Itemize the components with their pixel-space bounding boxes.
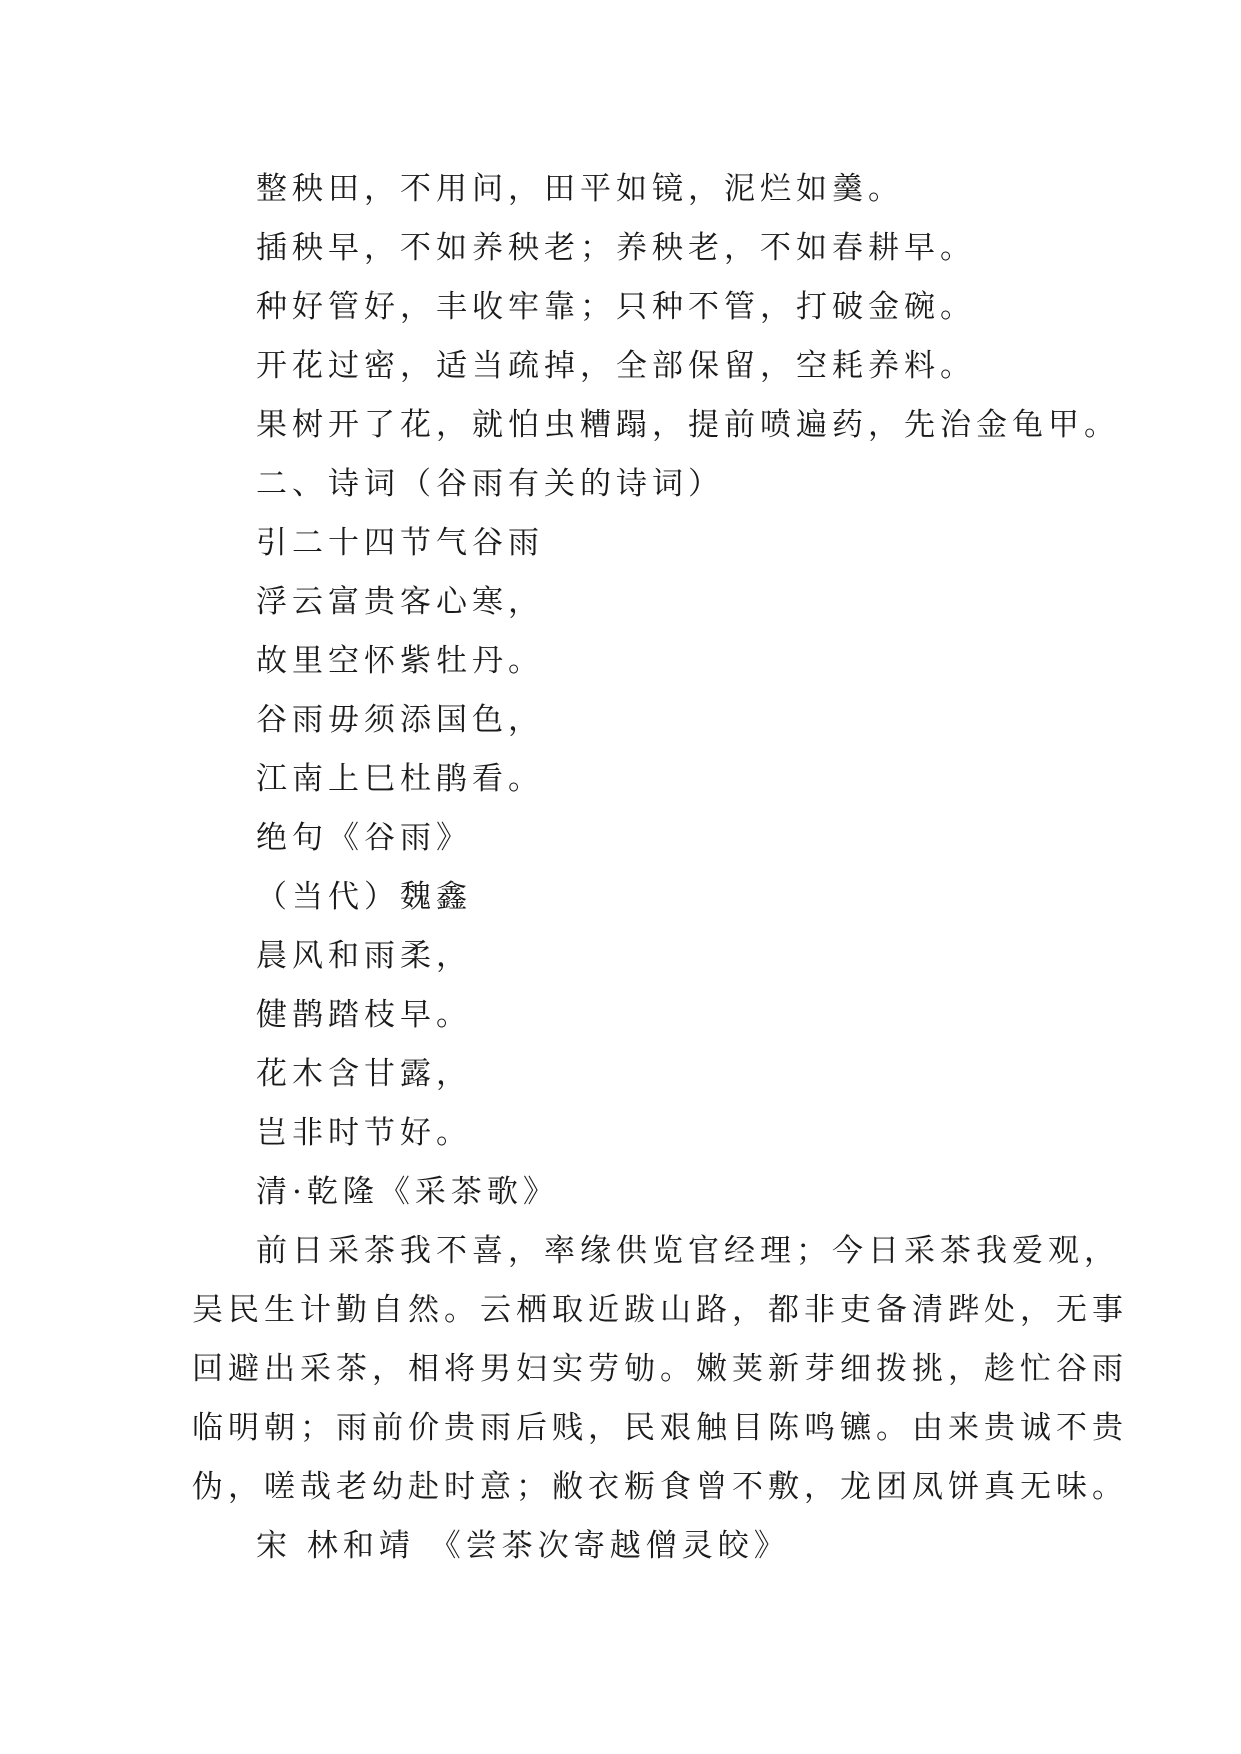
poem-paragraph-line: 回避出采茶，相将男妇实劳劬。嫩荚新芽细拨挑，趁忙谷雨: [192, 1351, 1128, 1387]
proverb-line: 插秧早，不如养秧老；养秧老，不如春耕早。: [256, 230, 976, 266]
poem-paragraph-line: 前日采茶我不喜，率缘供览官经理；今日采茶我爱观，: [256, 1233, 1120, 1269]
poem-line: 健鹊踏枝早。: [256, 997, 472, 1033]
proverb-line: 整秧田，不用问，田平如镜，泥烂如羹。: [256, 171, 904, 207]
poem-title: 清·乾隆《采茶歌》: [256, 1174, 559, 1210]
proverb-line: 种好管好，丰收牢靠；只种不管，打破金碗。: [256, 289, 976, 325]
poem-line: 故里空怀紫牡丹。: [256, 643, 544, 679]
document-body: [192, 160, 1128, 1576]
poem-line: 晨风和雨柔，: [256, 938, 472, 974]
poem-title: 绝句《谷雨》: [256, 820, 472, 856]
section-heading: 二、诗词（谷雨有关的诗词）: [256, 466, 724, 502]
poem-title: 宋 林和靖 《尝茶次寄越僧灵皎》: [256, 1528, 790, 1564]
poem-paragraph-line: 伪，嗟哉老幼赴时意；敝衣粝食曾不敷，龙团凤饼真无味。: [192, 1469, 1128, 1505]
proverb-line: 开花过密，适当疏掉，全部保留，空耗养料。: [256, 348, 976, 384]
poem-line: 花木含甘露，: [256, 1056, 472, 1092]
poem-line: 浮云富贵客心寒，: [256, 584, 544, 620]
poem-line: 江南上巳杜鹃看。: [256, 761, 544, 797]
proverb-line: 果树开了花，就怕虫糟蹋，提前喷遍药，先治金龟甲。: [256, 407, 1120, 443]
poem-author: （当代）魏鑫: [256, 879, 472, 915]
poem-paragraph-line: 吴民生计勤自然。云栖取近跋山路，都非吏备清跸处，无事: [192, 1292, 1128, 1328]
poem-paragraph-line: 临明朝；雨前价贵雨后贱，民艰触目陈鸣镳。由来贵诚不贵: [192, 1410, 1128, 1446]
poem-title: 引二十四节气谷雨: [256, 525, 544, 561]
poem-line: 岂非时节好。: [256, 1115, 472, 1151]
poem-line: 谷雨毋须添国色，: [256, 702, 544, 738]
